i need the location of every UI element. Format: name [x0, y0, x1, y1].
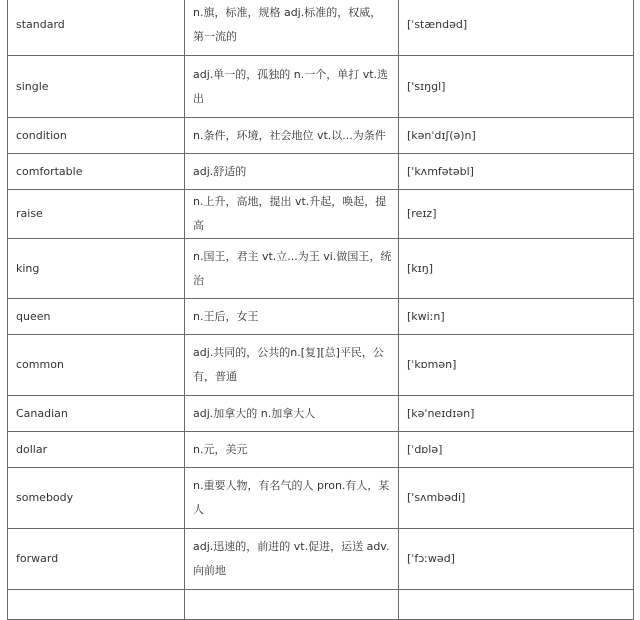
pronunciation-cell: [kə'neɪdɪən]: [399, 396, 634, 432]
table-row: [8, 396, 634, 432]
word-cell: forward: [8, 529, 185, 590]
table-row: [8, 239, 634, 299]
vocabulary-table: [7, 0, 634, 620]
word-cell: standard: [8, 0, 185, 56]
pronunciation-cell: [ˈfɔːwəd]: [399, 529, 634, 590]
pronunciation-cell: [kɪŋ]: [399, 239, 634, 299]
meaning-cell: adj.迅速的，前进的 vt.促进，运送 adv.向前地: [185, 529, 399, 590]
meaning-cell: n.王后，女王: [185, 299, 399, 335]
table-row: [8, 529, 634, 590]
word-cell: raise: [8, 190, 185, 239]
table-row: [8, 468, 634, 529]
table-row: [8, 335, 634, 396]
meaning-cell: n.重要人物，有名气的人 pron.有人，某人: [185, 468, 399, 529]
table-row: [8, 154, 634, 190]
meaning-cell: adj.加拿大的 n.加拿大人: [185, 396, 399, 432]
word-cell: Canadian: [8, 396, 185, 432]
table-row: [8, 190, 634, 239]
word-cell: common: [8, 335, 185, 396]
pronunciation-cell: [ˈdɒlə]: [399, 432, 634, 468]
pronunciation-cell: [399, 590, 634, 620]
word-cell: condition: [8, 118, 185, 154]
vocabulary-table-body: [8, 0, 634, 620]
pronunciation-cell: [reɪz]: [399, 190, 634, 239]
meaning-cell: n.条件，环境，社会地位 vt.以...为条件: [185, 118, 399, 154]
meaning-cell: n.上升，高地，提出 vt.升起，唤起，提高: [185, 190, 399, 239]
pronunciation-cell: [ˈstændəd]: [399, 0, 634, 56]
word-cell: somebody: [8, 468, 185, 529]
pronunciation-cell: [kənˈdɪʃ(ə)n]: [399, 118, 634, 154]
table-row: [8, 299, 634, 335]
word-cell: single: [8, 56, 185, 118]
pronunciation-cell: ['sɪŋgl]: [399, 56, 634, 118]
meaning-cell: n.国王，君主 vt.立...为王 vi.做国王，统治: [185, 239, 399, 299]
word-cell: comfortable: [8, 154, 185, 190]
pronunciation-cell: ['kʌmfətəbl]: [399, 154, 634, 190]
word-cell: king: [8, 239, 185, 299]
meaning-cell: adj.共同的，公共的n.[复][总]平民，公有，普通: [185, 335, 399, 396]
table-row: [8, 0, 634, 56]
meaning-cell: adj.舒适的: [185, 154, 399, 190]
meaning-cell: adj.单一的，孤独的 n.一个，单打 vt.选出: [185, 56, 399, 118]
table-row: [8, 118, 634, 154]
word-cell: dollar: [8, 432, 185, 468]
word-cell: queen: [8, 299, 185, 335]
table-row: [8, 590, 634, 620]
meaning-cell: n.旗，标准，规格 adj.标准的，权威，第一流的: [185, 0, 399, 56]
pronunciation-cell: [ˈkɒmən]: [399, 335, 634, 396]
meaning-cell: n.元，美元: [185, 432, 399, 468]
word-cell: [8, 590, 185, 620]
meaning-cell: [185, 590, 399, 620]
pronunciation-cell: [kwiːn]: [399, 299, 634, 335]
pronunciation-cell: ['sʌmbədi]: [399, 468, 634, 529]
table-row: [8, 432, 634, 468]
table-row: [8, 56, 634, 118]
